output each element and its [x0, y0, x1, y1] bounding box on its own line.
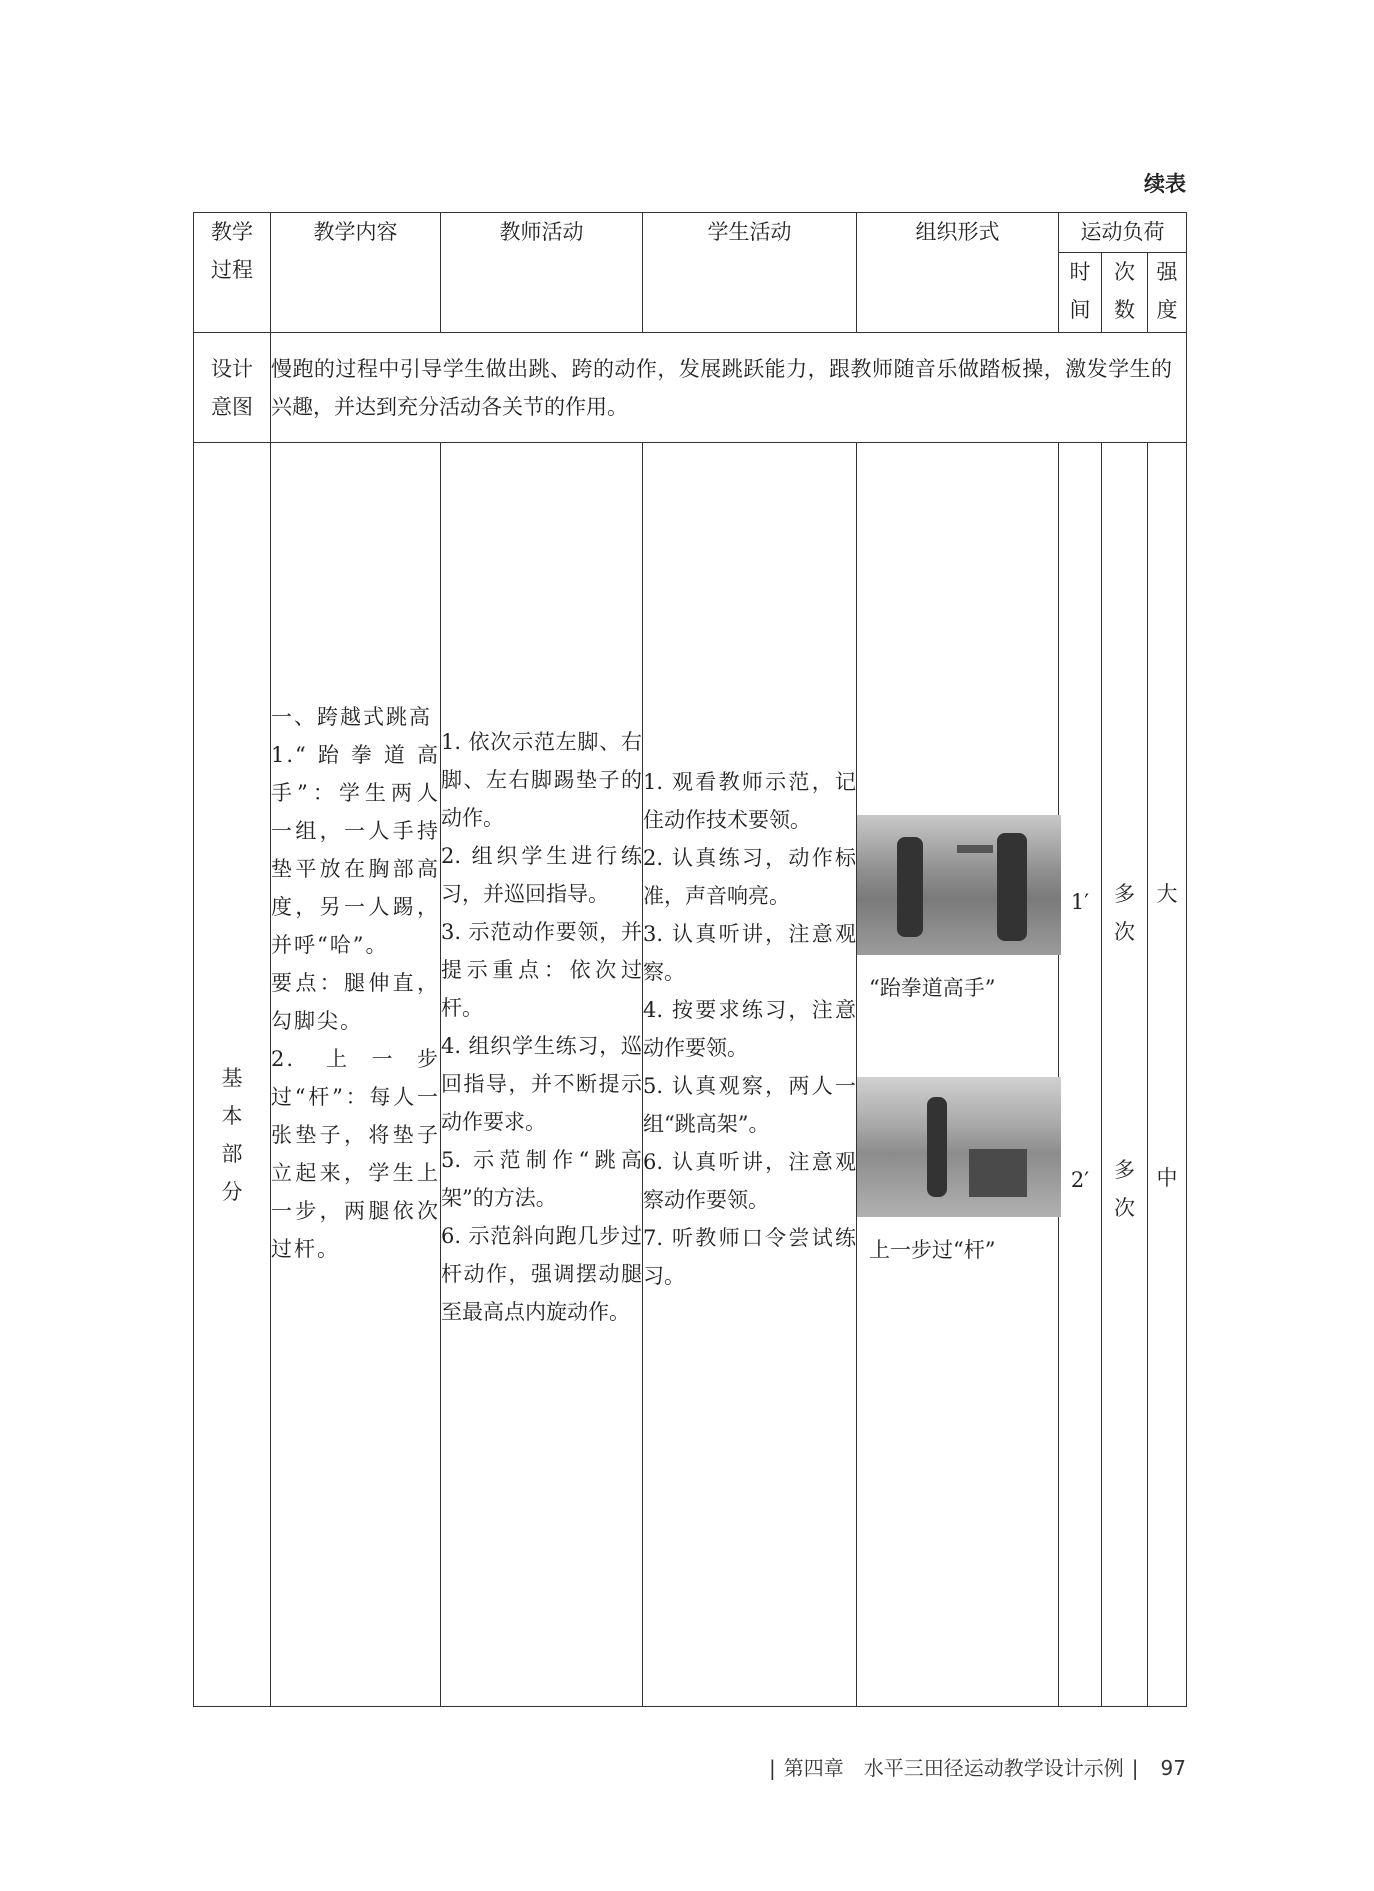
header-load: 运动负荷 [1059, 213, 1187, 253]
load-intensity-cell [1148, 443, 1187, 1707]
basic-org [857, 443, 1059, 1707]
load1-times: 多 次 [1114, 882, 1135, 944]
header-time: 时 间 [1059, 253, 1102, 333]
design-text: 慢跑的过程中引导学生做出跳、跨的动作，发展跳跃能力，跟教师随音乐做踏板操，激发学生的兴趣，并达到充分活动各关节的作用。 [271, 333, 1187, 443]
page-number: 97 [1160, 1756, 1186, 1780]
header-times: 次 数 [1102, 253, 1148, 333]
header-student: 学生活动 [643, 213, 857, 333]
load2-intensity: 中 [1156, 1166, 1178, 1190]
basic-content: 一、跨越式跳高 1.“跆拳道高手”：学生两人一组，一人手持垫平放在胸部高度，另一人踢，并呼“哈”。 要点：腿伸直，勾脚尖。 2. 上一步过“杆”：每人一张垫子，将垫子立起来，学生上一步，两腿依次过杆。 [271, 443, 441, 1707]
load2-times: 多 次 [1114, 1158, 1135, 1220]
basic-label: 基 本 部 分 [194, 443, 271, 1707]
load1-intensity: 大 [1156, 882, 1178, 906]
continued-label: 续表 [1144, 172, 1186, 196]
load2-time: 2′ [1070, 1168, 1090, 1192]
photo1-caption: “跆拳道高手” [869, 976, 996, 1000]
header-content: 教学内容 [271, 213, 441, 333]
footer-chapter: 第四章 水平三田径运动教学设计示例 [783, 1756, 1124, 1780]
design-label: 设计 意图 [194, 333, 271, 443]
header-teacher: 教师活动 [441, 213, 643, 333]
basic-student: 1. 观看教师示范，记住动作技术要领。 2. 认真练习，动作标准，声音响亮。 3. 认真听讲，注意观察。 4. 按要求练习，注意动作要领。 5. 认真观察，两人一组“跳高架”。 6. 认真听讲，注意观察动作要领。 7. 听教师口令尝试练习。 [643, 443, 857, 1707]
load1-time: 1′ [1070, 890, 1090, 914]
load-times-cell [1102, 443, 1148, 1707]
load-time-cell [1059, 443, 1102, 1707]
photo2-caption: 上一步过“杆” [869, 1238, 996, 1262]
step-over-photo [857, 1077, 1061, 1217]
taekwondo-photo [857, 815, 1061, 955]
header-intensity: 强 度 [1148, 253, 1187, 333]
basic-teacher: 1. 依次示范左脚、右脚、左右脚踢垫子的动作。 2. 组织学生进行练习，并巡回指导。 3. 示范动作要领，并提示重点：依次过杆。 4. 组织学生练习，巡回指导，并不断提示动作要求。 5. 示范制作“跳高架”的方法。 6. 示范斜向跑几步过杆动作，强调摆动腿至最高点内旋动作。 [441, 443, 643, 1707]
page-footer: | 第四章 水平三田径运动教学设计示例 | 97 [769, 1756, 1186, 1780]
header-process: 教学 过程 [194, 213, 271, 333]
header-org: 组织形式 [857, 213, 1059, 333]
lesson-table [193, 212, 1187, 1707]
